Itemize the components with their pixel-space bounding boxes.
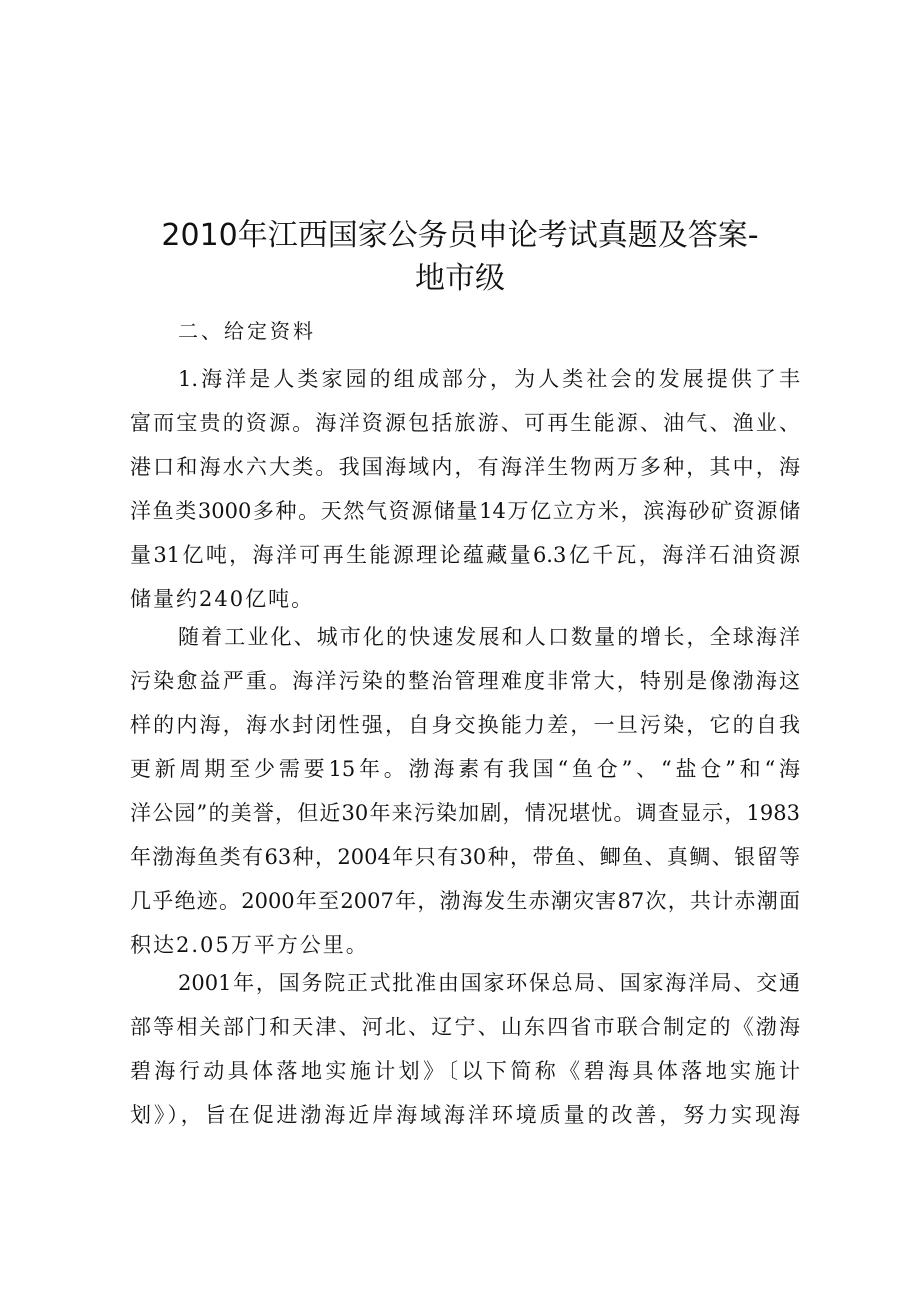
paragraph-line: 2001年，国务院正式批准由国家环保总局、国家海洋局、交通 bbox=[178, 971, 800, 995]
paragraph-line: 积达2.05万平方公里。 bbox=[130, 933, 369, 957]
paragraph-line: 储量约240亿吨。 bbox=[130, 587, 315, 611]
paragraph-line: 年渤海鱼类有63种，2004年只有30种，带鱼、鲫鱼、真鲷、银留等 bbox=[130, 845, 800, 869]
paragraph-line: 几乎绝迹。2000年至2007年，渤海发生赤潮灾害87次，共计赤潮面 bbox=[130, 889, 800, 913]
paragraph-line: 划》），旨在促进渤海近岸海域海洋环境质量的改善，努力实现海 bbox=[130, 1103, 800, 1127]
paragraph-line: 港口和海水六大类。我国海域内，有海洋生物两万多种，其中，海 bbox=[130, 455, 800, 479]
document-title-line-2: 地市级 bbox=[415, 261, 505, 296]
paragraph-line: 随着工业化、城市化的快速发展和人口数量的增长，全球海洋 bbox=[178, 625, 800, 649]
paragraph-line: 更新周期至少需要15年。渤海素有我国“鱼仓”、“盐仓”和“海 bbox=[130, 757, 800, 781]
paragraph-line: 碧海行动具体落地实施计划》〔以下简称《碧海具体落地实施计 bbox=[130, 1059, 800, 1083]
section-heading: 二、给定资料 bbox=[178, 319, 316, 343]
paragraph-line: 污染愈益严重。海洋污染的整治管理难度非常大，特别是像渤海这 bbox=[130, 669, 800, 693]
paragraph-line: 部等相关部门和天津、河北、辽宁、山东四省市联合制定的《渤海 bbox=[130, 1015, 800, 1039]
paragraph-3 bbox=[130, 961, 800, 1137]
paragraph-line: 样的内海，海水封闭性强，自身交换能力差，一旦污染，它的自我 bbox=[130, 713, 800, 737]
paragraph-line: 1.海洋是人类家园的组成部分，为人类社会的发展提供了丰 bbox=[178, 367, 800, 391]
document-title-line-1: 2010年江西国家公务员申论考试真题及答案- bbox=[161, 218, 759, 253]
paragraph-line: 洋公园”的美誉，但近30年来污染加剧，情况堪忧。调查显示，1983 bbox=[130, 801, 800, 825]
paragraph-2 bbox=[130, 615, 800, 967]
paragraph-line: 富而宝贵的资源。海洋资源包括旅游、可再生能源、油气、渔业、 bbox=[130, 411, 800, 435]
paragraph-line: 洋鱼类3000多种。天然气资源储量14万亿立方米，滨海砂矿资源储 bbox=[130, 499, 800, 523]
paragraph-line: 量31亿吨，海洋可再生能源理论蕴藏量6.3亿千瓦，海洋石油资源 bbox=[130, 543, 800, 567]
paragraph-1 bbox=[130, 357, 800, 621]
